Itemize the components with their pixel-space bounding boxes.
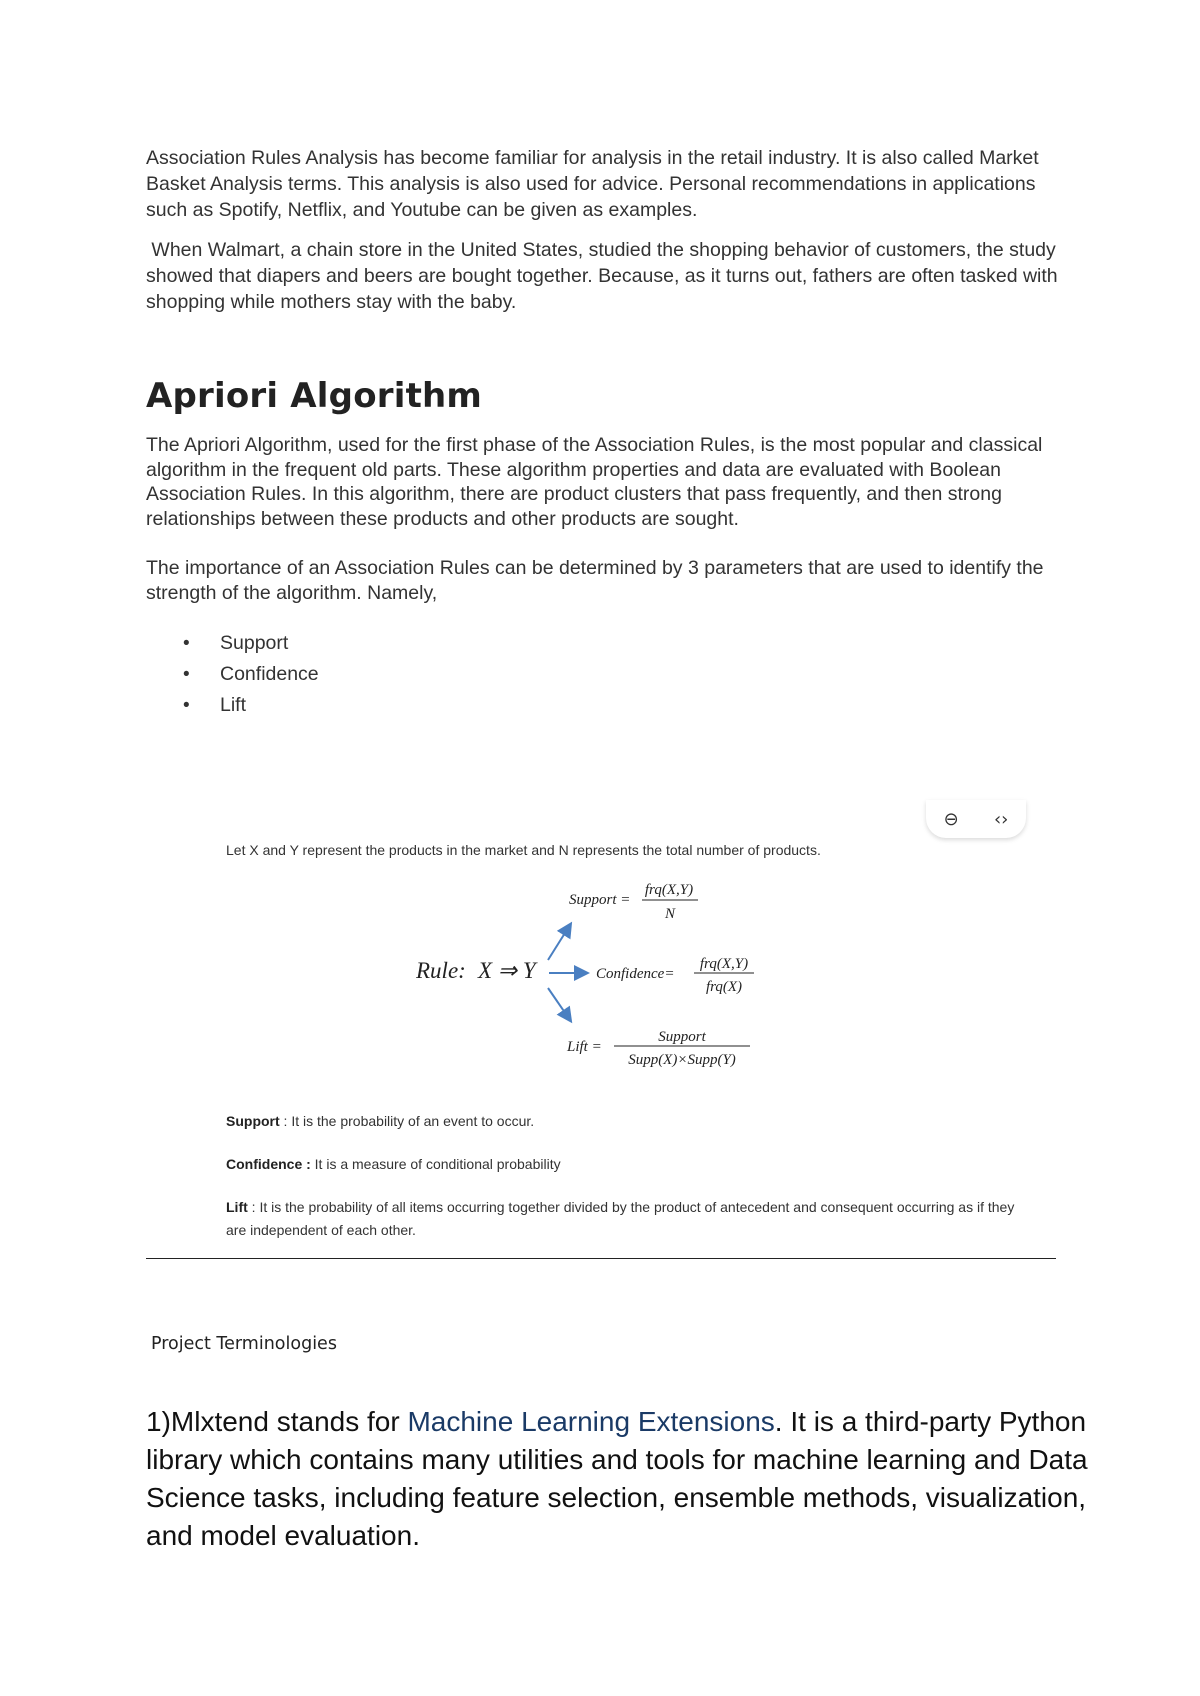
definition-separator: : <box>279 1113 292 1129</box>
intro-paragraph-2: When Walmart, a chain store in the United States, studied the shopping behavior of customers, the study showed that diapers and beers are bought together. Because, as it turns out, fathers are often tasked with shopping while mothers stay with the baby. <box>146 239 1064 313</box>
definition-term: Lift <box>226 1199 248 1215</box>
bullet-icon: • <box>183 664 190 685</box>
horizontal-rule <box>146 1258 1056 1259</box>
intro-section <box>146 145 1066 329</box>
lift-denominator: Supp(X)×Supp(Y) <box>628 1052 736 1068</box>
support-definition <box>226 1110 1016 1133</box>
bullet-icon: • <box>183 695 190 716</box>
list-item <box>146 690 546 721</box>
list-item <box>146 628 546 659</box>
support-label: Support = <box>569 892 631 908</box>
confidence-definition <box>226 1153 1016 1176</box>
parameter-list <box>146 628 546 721</box>
support-denominator: N <box>664 906 676 922</box>
apriori-section <box>146 433 1066 630</box>
apriori-heading: Apriori Algorithm <box>146 376 483 416</box>
definition-text: It is the probability of all items occurring together divided by the product of antecedent and consequent occurring as if they are independent of each other. <box>226 1199 1015 1238</box>
code-icon[interactable]: ‹› <box>993 808 1009 830</box>
mlxtend-prefix: 1)Mlxtend stands for <box>146 1406 408 1437</box>
definition-term: Confidence : <box>226 1156 311 1172</box>
list-item-label: Confidence <box>220 663 319 685</box>
formula-diagram <box>416 870 836 1080</box>
association-rules-figure <box>146 800 1056 1255</box>
intro-paragraph-1: Association Rules Analysis has become familiar for analysis in the retail industry. It is also called Market Basket Analysis terms. This analysis is also used for advice. Personal recommendations in applications such as Spotify, Netflix, and Youtube can be given as examples. <box>146 147 1039 221</box>
apriori-paragraph-2: The importance of an Association Rules can be determined by 3 parameters that are used to identify the strength of the algorithm. Namely, <box>146 557 1044 604</box>
lift-numerator: Support <box>658 1029 706 1045</box>
apriori-paragraph-1: The Apriori Algorithm, used for the first phase of the Association Rules, is the most popular and classical algorithm in the frequent old parts. These algorithm properties and data are evaluated with Boolean Association Rules. In this algorithm, there are product clusters that pass frequently, and then strong relationships between these products and other products are sought. <box>146 434 1043 530</box>
figure-intro: Let X and Y represent the products in the market and N represents the total number of products. <box>226 842 821 858</box>
rule-expression: X ⇒ Y <box>478 958 536 983</box>
support-arrow <box>548 925 570 960</box>
list-item-label: Support <box>220 632 289 654</box>
definition-term: Support <box>226 1113 280 1129</box>
lift-label: Lift = <box>567 1039 602 1055</box>
lift-arrow <box>548 988 570 1020</box>
confidence-numerator: frq(X,Y) <box>699 956 749 972</box>
bullet-icon: • <box>183 633 190 654</box>
figure-toolbar <box>926 800 1026 838</box>
support-numerator: frq(X,Y) <box>644 882 694 898</box>
lift-definition <box>226 1196 1016 1242</box>
list-item-label: Lift <box>220 694 247 716</box>
mlxtend-paragraph <box>146 1403 1106 1555</box>
confidence-denominator: frq(X) <box>705 979 743 995</box>
definition-separator: : <box>247 1199 260 1215</box>
list-item <box>146 659 546 690</box>
definition-text: It is the probability of an event to occur. <box>291 1113 535 1129</box>
confidence-label: Confidence= <box>596 966 675 982</box>
definition-text: It is a measure of conditional probability <box>314 1156 561 1172</box>
mlxtend-description: . It is a third-party Python library which contains many utilities and tools for machine learning and Data Science tasks, including feature selection, ensemble methods, visualization, and model evaluation. <box>146 1406 1088 1551</box>
terminologies-heading: Project Terminologies <box>151 1334 337 1354</box>
rule-label: Rule: <box>416 958 466 983</box>
mlxtend-link[interactable]: Machine Learning Extensions <box>407 1406 775 1437</box>
link-icon[interactable]: ⊖ <box>943 808 959 830</box>
